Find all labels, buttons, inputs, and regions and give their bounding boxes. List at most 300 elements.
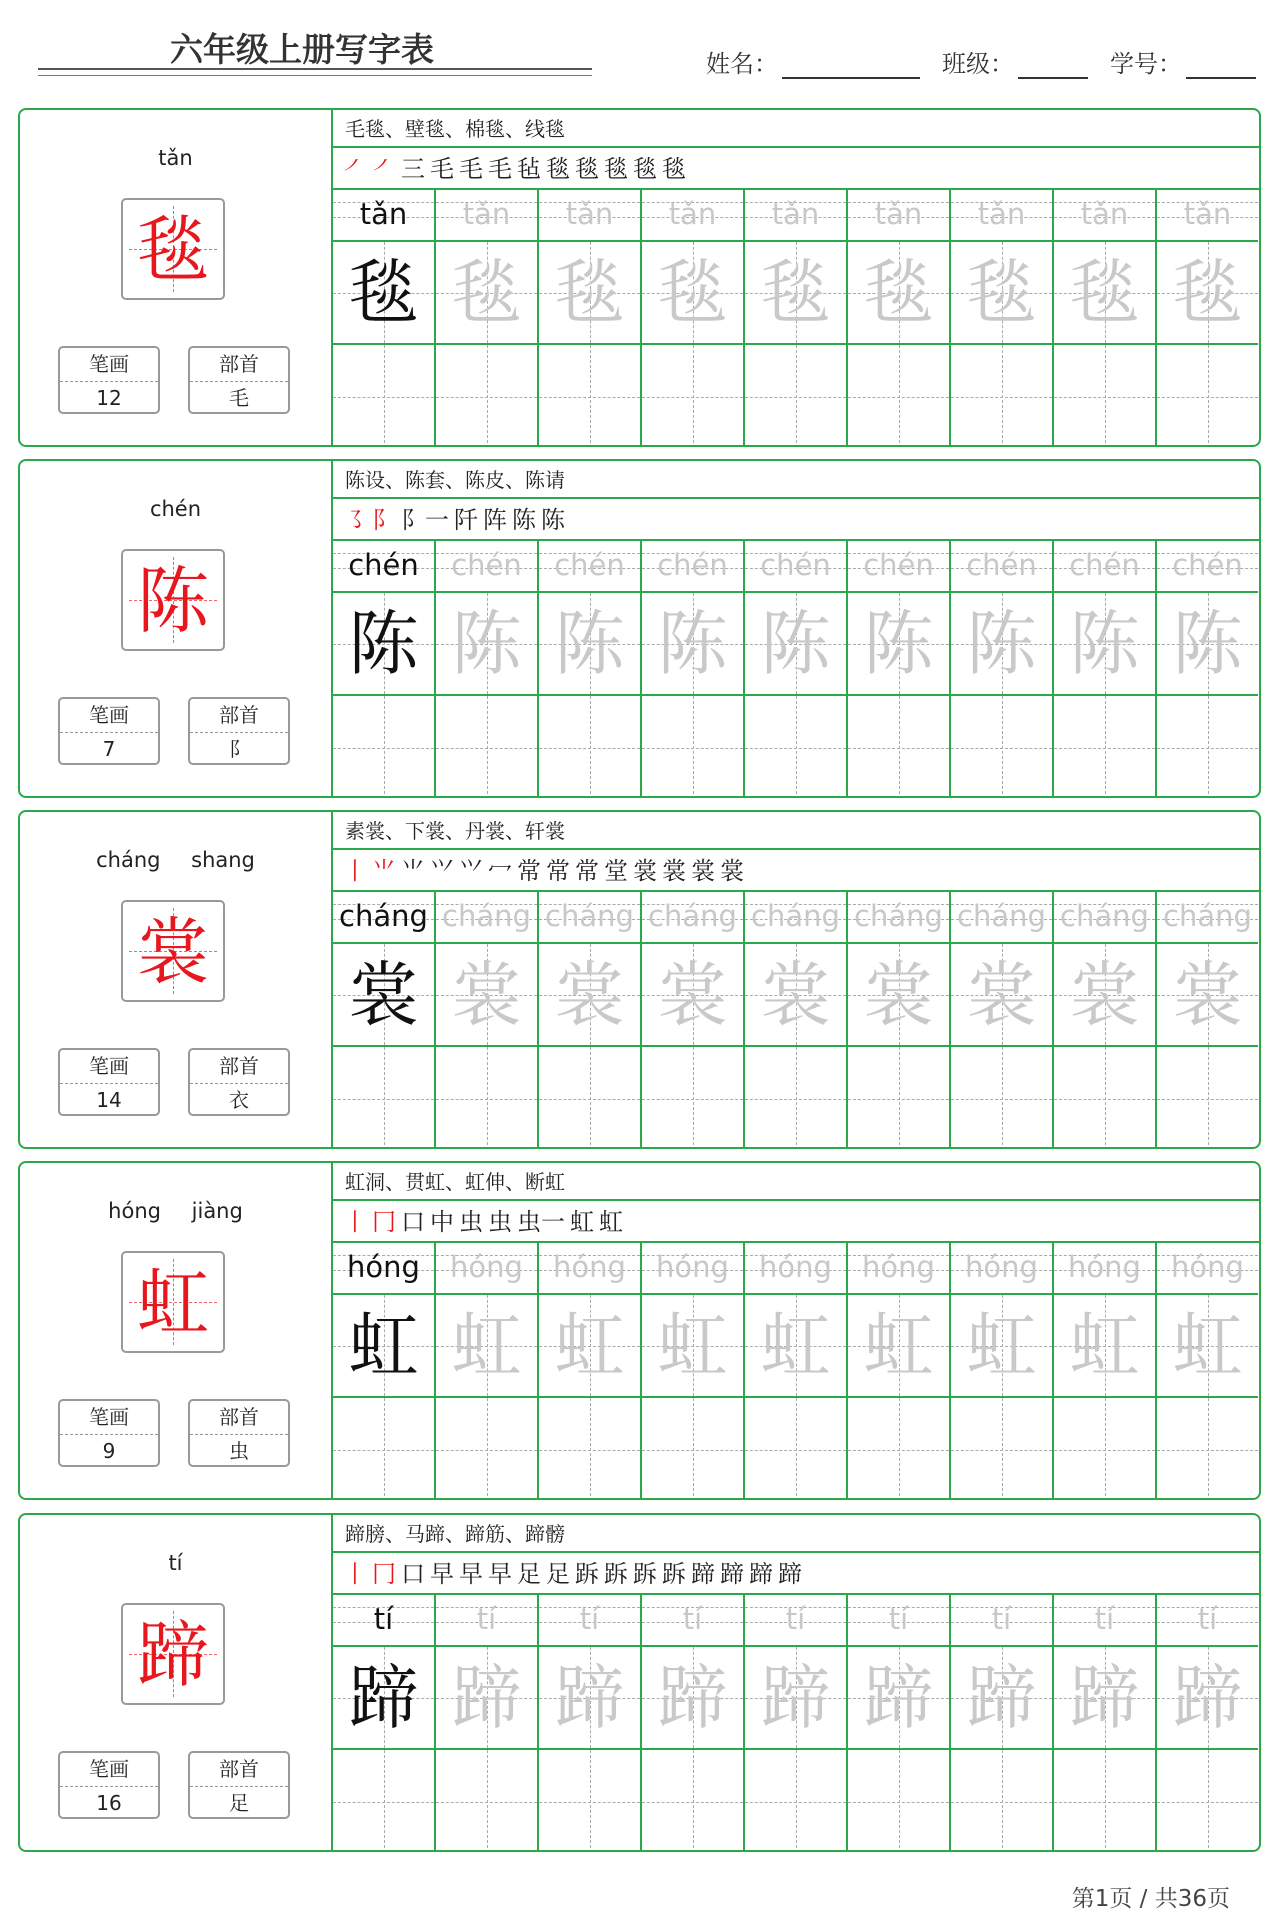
pinyin-trace: tí [476,1602,497,1636]
character-box [121,198,225,300]
char-model: 虹 [348,1305,419,1387]
writing-cell[interactable] [848,944,949,1047]
writing-cell-blank[interactable] [951,696,1052,798]
writing-cell-blank[interactable] [539,1398,640,1500]
radical-box [188,1048,290,1116]
pinyin-trace: tǎn [874,197,923,231]
writing-cell-blank[interactable] [642,696,743,798]
writing-cell-blank[interactable] [1157,1398,1258,1500]
char-trace: 虹 [966,1305,1037,1387]
pinyin-cell[interactable] [539,190,640,242]
name-field[interactable] [706,44,920,79]
pinyin-cell[interactable] [1157,1595,1258,1647]
pinyin-trace: chén [554,548,625,582]
writing-cell[interactable] [951,1295,1052,1398]
writing-cell-blank[interactable] [642,1750,743,1852]
writing-cell[interactable] [539,593,640,696]
page-title: 六年级上册写字表 [170,30,434,69]
stroke-step: 中 [430,1208,454,1236]
stroke-step: 毯 [662,155,686,183]
writing-cell[interactable] [1054,1647,1155,1750]
pinyin-model: tǎn [359,197,408,231]
pinyin-cell[interactable] [1157,190,1258,242]
pinyin-trace: tǎn [462,197,511,231]
practice-column [539,1595,642,1852]
stroke-step: 毡 [517,155,541,183]
practice-column [1157,892,1260,1149]
practice-column [539,541,642,798]
writing-cell-blank[interactable] [1054,1398,1155,1500]
stroke-step: 常 [575,857,599,885]
pinyin-trace: cháng [854,899,943,933]
writing-cell[interactable] [436,593,537,696]
writing-cell[interactable] [436,944,537,1047]
writing-cell-blank[interactable] [642,1398,743,1500]
practice-column [539,190,642,447]
pinyin-label: hóng jiàng [108,1199,243,1223]
writing-cell-blank[interactable] [436,1047,537,1149]
radical-label: 部首 [190,1050,288,1084]
radical-label: 部首 [190,348,288,382]
pinyin-trace: tí [888,1602,909,1636]
writing-cell[interactable] [1157,593,1258,696]
pinyin-cell[interactable] [436,1595,537,1647]
writing-cell-blank[interactable] [539,1047,640,1149]
writing-cell-blank[interactable] [436,696,537,798]
pinyin-cell[interactable] [436,1243,537,1295]
pinyin-cell[interactable] [1054,541,1155,593]
char-trace: 陈 [451,603,522,685]
practice-column [745,1595,848,1852]
radical-label: 部首 [190,1401,288,1435]
pinyin-trace: cháng [957,899,1046,933]
main-character: 蹄 [136,1613,209,1697]
char-trace: 裳 [966,954,1037,1036]
stroke-step: 毛 [459,155,483,183]
stroke-order [333,1553,1261,1595]
writing-cell[interactable] [848,1295,949,1398]
practice-column [951,1243,1054,1500]
pinyin-trace: tí [1094,1602,1115,1636]
writing-cell[interactable] [436,1647,537,1750]
pinyin-model: hóng [347,1250,420,1284]
pinyin-trace: tí [1197,1602,1218,1636]
practice-column [745,1243,848,1500]
writing-cell-blank[interactable] [436,345,537,447]
char-model: 裳 [348,954,419,1036]
character-box [121,1251,225,1353]
char-trace: 虹 [554,1305,625,1387]
pinyin-cell[interactable] [745,1595,846,1647]
char-model: 毯 [348,252,419,334]
stroke-count-label: 笔画 [60,699,158,733]
writing-cell[interactable] [333,1295,434,1398]
writing-cell[interactable] [951,1647,1052,1750]
writing-cell[interactable] [745,593,846,696]
stroke-step: 跅 [633,1560,657,1588]
writing-cell-blank[interactable] [848,696,949,798]
char-trace: 虹 [863,1305,934,1387]
practice-column [333,1243,436,1500]
title-underline-thin [38,75,592,76]
pinyin-trace: chén [657,548,728,582]
pinyin-trace: chén [451,548,522,582]
pinyin-trace: hóng [450,1250,523,1284]
word-list: 蹄膀、马蹄、蹄筋、蹄髈 [333,1515,1261,1553]
writing-cell-blank[interactable] [951,1398,1052,1500]
char-trace: 裳 [1172,954,1243,1036]
writing-cell[interactable] [951,242,1052,345]
stroke-step: 裳 [720,857,744,885]
practice-column [436,892,539,1149]
pinyin-trace: hóng [656,1250,729,1284]
writing-cell-blank[interactable] [745,1398,846,1500]
pinyin-cell[interactable] [333,1243,434,1295]
writing-cell[interactable] [1157,944,1258,1047]
writing-cell-blank[interactable] [436,1398,537,1500]
stroke-step: 蹄 [749,1560,773,1588]
char-trace: 蹄 [1069,1657,1140,1739]
practice-column [951,190,1054,447]
stroke-step: ⺌ [372,857,396,885]
writing-cell-blank[interactable] [333,1750,434,1852]
character-box [121,900,225,1002]
writing-cell-blank[interactable] [1157,1047,1258,1149]
writing-cell-blank[interactable] [1054,1750,1155,1852]
main-character: 陈 [136,559,209,643]
char-trace: 毯 [863,252,934,334]
radical-value: 足 [229,1791,249,1815]
writing-cell-blank[interactable] [951,1047,1052,1149]
pinyin-cell[interactable] [642,190,743,242]
pinyin-cell[interactable] [539,541,640,593]
writing-cell[interactable] [436,242,537,345]
main-character: 虹 [136,1261,209,1345]
practice-column [539,892,642,1149]
pinyin-trace: cháng [545,899,634,933]
pinyin-cell[interactable] [1054,1595,1155,1647]
pinyin-cell[interactable] [436,541,537,593]
stroke-step: 足 [546,1560,570,1588]
practice-column [951,1595,1054,1852]
writing-cell-blank[interactable] [436,1750,537,1852]
practice-column [1157,1243,1260,1500]
pinyin-cell[interactable] [1157,541,1258,593]
writing-cell[interactable] [745,242,846,345]
writing-grid [333,190,1261,447]
writing-cell[interactable] [333,242,434,345]
practice-column [951,541,1054,798]
radical-box [188,1751,290,1819]
writing-cell-blank[interactable] [642,1047,743,1149]
writing-cell-blank[interactable] [1157,1750,1258,1852]
writing-cell-blank[interactable] [848,1047,949,1149]
writing-cell[interactable] [951,944,1052,1047]
writing-cell-blank[interactable] [333,1398,434,1500]
practice-column [642,541,745,798]
practice-column [1054,541,1157,798]
writing-cell[interactable] [642,1647,743,1750]
stroke-step: 虹 [599,1208,623,1236]
pinyin-label: chén [149,497,202,521]
writing-cell[interactable] [951,593,1052,696]
writing-cell-blank[interactable] [1157,696,1258,798]
stroke-step: ㇌ [343,506,367,534]
char-trace: 虹 [1172,1305,1243,1387]
stroke-step: 毯 [633,155,657,183]
practice-area [333,110,1261,445]
pinyin-trace: tí [785,1602,806,1636]
radical-box [188,346,290,414]
stroke-count-box [58,1048,160,1116]
pinyin-cell[interactable] [436,190,537,242]
stroke-count-value: 7 [102,737,116,761]
writing-cell-blank[interactable] [745,696,846,798]
class-field[interactable] [942,44,1088,79]
writing-cell[interactable] [1054,593,1155,696]
pinyin-cell[interactable] [333,541,434,593]
writing-cell[interactable] [436,1295,537,1398]
pinyin-cell[interactable] [1054,892,1155,944]
pinyin-cell[interactable] [1157,1243,1258,1295]
pinyin-trace: tǎn [977,197,1026,231]
pinyin-cell[interactable] [333,1595,434,1647]
writing-cell-blank[interactable] [1054,696,1155,798]
pinyin-cell[interactable] [745,541,846,593]
writing-cell-blank[interactable] [1054,1047,1155,1149]
writing-cell-blank[interactable] [333,1047,434,1149]
writing-cell-blank[interactable] [1157,345,1258,447]
pinyin-cell[interactable] [951,541,1052,593]
stroke-step: 冂 [372,1560,396,1588]
stroke-count-box [58,1399,160,1467]
practice-column [642,1243,745,1500]
pinyin-trace: tǎn [1080,197,1129,231]
writing-cell[interactable] [539,1295,640,1398]
pinyin-cell[interactable] [642,1595,743,1647]
character-info [20,812,333,1147]
writing-cell-blank[interactable] [1054,345,1155,447]
writing-cell-blank[interactable] [848,1750,949,1852]
stroke-step: ㇒ [372,155,396,183]
student-number-field[interactable] [1110,44,1256,79]
char-trace: 陈 [966,603,1037,685]
writing-cell[interactable] [1054,242,1155,345]
pinyin-trace: tí [682,1602,703,1636]
pinyin-trace: chén [966,548,1037,582]
writing-cell-blank[interactable] [951,345,1052,447]
char-trace: 陈 [657,603,728,685]
page-header [0,0,1280,100]
pinyin-cell[interactable] [436,892,537,944]
practice-column [1054,1243,1157,1500]
pinyin-cell[interactable] [848,541,949,593]
pinyin-cell[interactable] [951,1243,1052,1295]
practice-column [848,541,951,798]
pinyin-trace: cháng [751,899,840,933]
writing-cell[interactable] [539,242,640,345]
pinyin-cell[interactable] [745,1243,846,1295]
stroke-step: 跅 [575,1560,599,1588]
stroke-step: ⺍ [430,857,454,885]
writing-cell-blank[interactable] [951,1750,1052,1852]
stroke-order [333,148,1261,190]
class-blank[interactable] [1018,49,1088,79]
pinyin-trace: cháng [648,899,737,933]
stroke-order [333,499,1261,541]
writing-cell[interactable] [333,593,434,696]
writing-cell-blank[interactable] [539,345,640,447]
pinyin-cell[interactable] [1054,190,1155,242]
pinyin-trace: chén [1172,548,1243,582]
char-trace: 毯 [760,252,831,334]
stroke-step: 毯 [604,155,628,183]
writing-cell[interactable] [1054,1295,1155,1398]
writing-cell[interactable] [1157,242,1258,345]
stroke-step: 冂 [372,1208,396,1236]
pinyin-cell[interactable] [642,1243,743,1295]
practice-column [1157,541,1260,798]
practice-column [745,892,848,1149]
pinyin-cell[interactable] [333,190,434,242]
writing-cell-blank[interactable] [745,345,846,447]
writing-cell[interactable] [642,1295,743,1398]
stroke-step: 丨 [343,1208,367,1236]
word-list: 虹洞、贯虹、虹伸、断虹 [333,1163,1261,1201]
writing-cell-blank[interactable] [848,1398,949,1500]
pinyin-cell[interactable] [745,190,846,242]
pinyin-cell[interactable] [1157,892,1258,944]
stroke-count-label: 笔画 [60,348,158,382]
practice-area [333,1515,1261,1850]
page-number: 第1页 / 共36页 [1071,1886,1230,1912]
writing-cell-blank[interactable] [745,1750,846,1852]
pinyin-cell[interactable] [539,892,640,944]
writing-grid [333,1243,1261,1500]
practice-area [333,812,1261,1147]
practice-column [848,190,951,447]
pinyin-trace: tí [991,1602,1012,1636]
char-trace: 毯 [451,252,522,334]
writing-cell[interactable] [642,944,743,1047]
writing-cell[interactable] [539,944,640,1047]
char-trace: 陈 [1069,603,1140,685]
pinyin-cell[interactable] [848,190,949,242]
writing-cell-blank[interactable] [642,345,743,447]
character-info [20,1515,333,1850]
practice-column [436,190,539,447]
word-list: 毛毯、壁毯、棉毯、线毯 [333,110,1261,148]
writing-cell[interactable] [642,242,743,345]
writing-cell[interactable] [848,242,949,345]
pinyin-cell[interactable] [745,892,846,944]
pinyin-cell[interactable] [539,1243,640,1295]
writing-cell[interactable] [745,944,846,1047]
char-trace: 裳 [760,954,831,1036]
pinyin-cell[interactable] [951,190,1052,242]
char-trace: 陈 [1172,603,1243,685]
pinyin-cell[interactable] [848,892,949,944]
char-trace: 蹄 [451,1657,522,1739]
character-card [18,1161,1261,1500]
writing-cell[interactable] [848,593,949,696]
pinyin-cell[interactable] [642,541,743,593]
writing-cell[interactable] [539,1647,640,1750]
stroke-count-box [58,697,160,765]
writing-grid [333,1595,1261,1852]
writing-cell-blank[interactable] [539,1750,640,1852]
pinyin-cell[interactable] [642,892,743,944]
stroke-order [333,850,1261,892]
pinyin-trace: hóng [1171,1250,1244,1284]
main-character: 裳 [136,910,209,994]
practice-column [436,1595,539,1852]
writing-cell[interactable] [745,1295,846,1398]
char-trace: 蹄 [1172,1657,1243,1739]
stroke-count-value: 14 [96,1088,122,1112]
writing-cell-blank[interactable] [333,696,434,798]
writing-cell-blank[interactable] [333,345,434,447]
stroke-step: 常 [546,857,570,885]
writing-cell[interactable] [745,1647,846,1750]
writing-cell[interactable] [1157,1647,1258,1750]
practice-area [333,461,1261,796]
pinyin-trace: hóng [965,1250,1038,1284]
stroke-step: 早 [430,1560,454,1588]
pinyin-cell[interactable] [848,1595,949,1647]
writing-cell-blank[interactable] [848,345,949,447]
name-blank[interactable] [782,49,920,79]
writing-cell[interactable] [1054,944,1155,1047]
student-number-blank[interactable] [1186,49,1256,79]
char-trace: 陈 [863,603,934,685]
pinyin-trace: chén [1069,548,1140,582]
stroke-step: ㇒ [343,155,367,183]
pinyin-cell[interactable] [951,892,1052,944]
char-trace: 虹 [451,1305,522,1387]
writing-grid [333,541,1261,798]
writing-cell[interactable] [333,944,434,1047]
pinyin-cell[interactable] [951,1595,1052,1647]
stroke-step: 阝 [372,506,396,534]
pinyin-cell[interactable] [333,892,434,944]
stroke-step: 口 [401,1208,425,1236]
pinyin-label: tí [168,1551,183,1575]
writing-cell-blank[interactable] [539,696,640,798]
writing-cell[interactable] [1157,1295,1258,1398]
pinyin-cell[interactable] [1054,1243,1155,1295]
radical-value: 虫 [229,1439,249,1463]
writing-cell[interactable] [642,593,743,696]
stroke-step: 蹄 [720,1560,744,1588]
char-trace: 毯 [966,252,1037,334]
stroke-step: 冖 [488,857,512,885]
writing-cell-blank[interactable] [745,1047,846,1149]
char-trace: 蹄 [760,1657,831,1739]
stroke-count-box [58,346,160,414]
char-trace: 裳 [657,954,728,1036]
pinyin-cell[interactable] [848,1243,949,1295]
char-trace: 蹄 [966,1657,1037,1739]
practice-column [642,190,745,447]
pinyin-cell[interactable] [539,1595,640,1647]
writing-cell[interactable] [333,1647,434,1750]
practice-column [848,1595,951,1852]
writing-cell[interactable] [848,1647,949,1750]
class-label: 班级： [942,50,1014,78]
stroke-step: 堂 [604,857,628,885]
stroke-step: 三 [401,155,425,183]
